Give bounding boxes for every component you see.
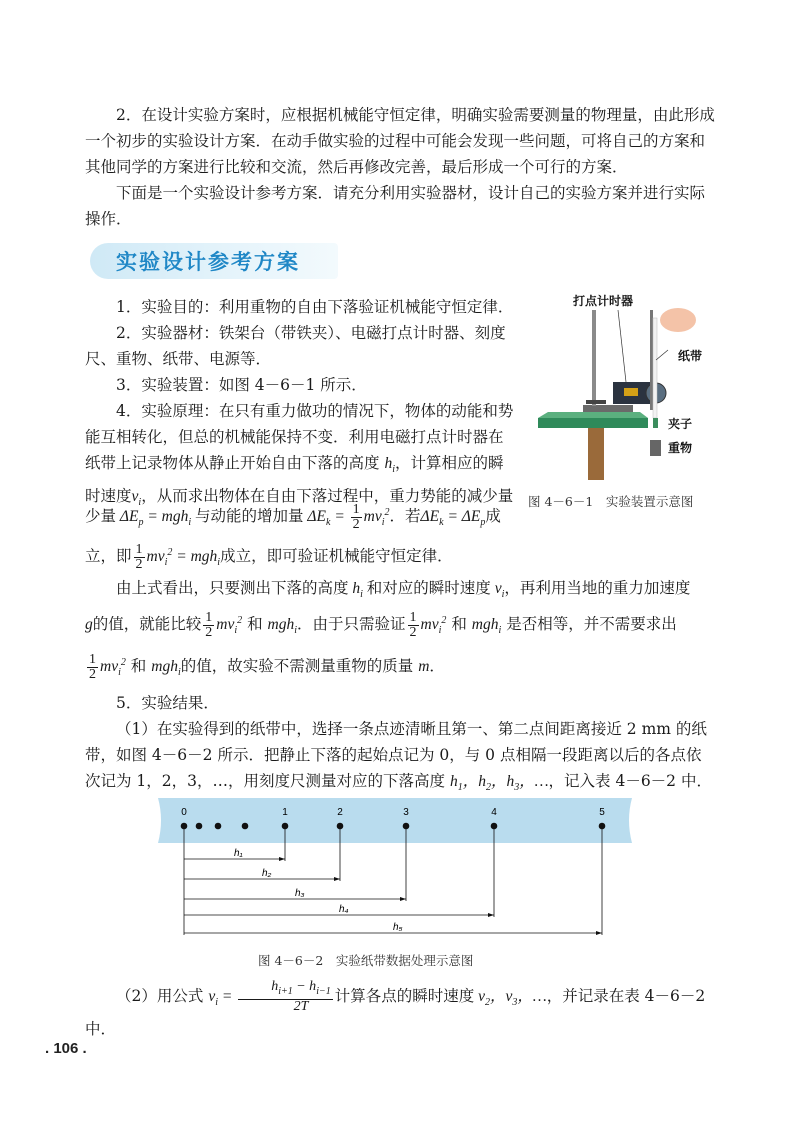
paragraph-reference-intro: 下面是一个实验设计参考方案．请充分利用实验器材，设计自己的实验方案并进行实际操作． <box>85 184 706 228</box>
tape-point <box>337 823 344 830</box>
tape-point <box>196 823 203 830</box>
point-label-3: 3 <box>403 807 409 818</box>
point-label-5: 5 <box>599 807 605 818</box>
paper-tape <box>653 318 657 418</box>
tape-point <box>599 823 606 830</box>
height-label-3: h₃ <box>295 888 305 899</box>
point-label-1: 1 <box>282 807 288 818</box>
result-2: （2）用公式 $v_i$ = $\frac{h_{i+1} - h_{i-1}}{2T}$ 计算各点的瞬时速度 $v_2$，$v_3$，…，并记录在表 4－6－2 中． <box>85 979 706 1038</box>
step-results: 5．实验结果． <box>116 694 219 712</box>
stand-base <box>583 405 633 412</box>
label-timer: 打点计时器 <box>573 294 634 308</box>
tape-point <box>242 823 249 830</box>
table-top <box>538 418 648 428</box>
paragraph-analysis: 由上式看出，只要测出下落的高度 $h_i$ 和对应的瞬时速度 $v_i$，再利用当地的重力加速度 <box>116 579 691 601</box>
height-label-5: h₅ <box>393 922 403 933</box>
stand-rod <box>592 310 596 406</box>
tape-strip <box>158 798 632 843</box>
height-label-1: h₁ <box>234 848 243 859</box>
page-number: . 106 . <box>45 1040 87 1057</box>
point-label-0: 0 <box>181 807 187 818</box>
figure2-caption: 图 4－6－2 实验纸带数据处理示意图 <box>258 953 474 968</box>
section-heading-text: 实验设计参考方案 <box>116 250 300 274</box>
clamp-arm <box>586 400 606 404</box>
tape-point <box>181 823 188 830</box>
height-label-2: h₂ <box>262 868 272 879</box>
paragraph-analysis-3: $\frac{1}{2}$ $mv_i^2$ 和 mgh$_i$的值，故实验不需测量重物的质量 m． <box>89 651 445 682</box>
figure1-caption: 图 4－6－1 实验装置示意图 <box>528 494 694 509</box>
table-post <box>588 428 604 480</box>
step-apparatus: 3．实验装置：如图 4－6－1 所示． <box>116 376 367 394</box>
principle-conclusion: 立，即 $\frac{1}{2}$ $mv_i^2 = mgh_i$成立，即可验证机械能守恒定律． <box>85 541 453 572</box>
point-label-2: 2 <box>337 807 343 818</box>
paragraph-analysis-2: g的值，就能比较 $\frac{1}{2}$ $mv_i^2$ 和 mgh$_i$．由于只需验证 $\frac{1}{2}$ $mv_i^2$ 和 mgh$_i$ 是否相等，并不需要求出 <box>85 609 677 640</box>
weight <box>650 440 661 456</box>
step-principle: 4．实验原理：在只有重力做功的情况下，物体的动能和势能互相转化，但总的机械能保持不变．利用电磁打点计时器在纸带上记录物体从静止开始自由下落的高度 $h_i$，计算相应的瞬时速度$v_i$，从而求出物体在自由下落过程中，重力势能的减少量 <box>85 402 514 509</box>
tape-figure <box>150 793 640 943</box>
hand <box>660 308 696 332</box>
label-weight: 重物 <box>668 441 693 455</box>
step-purpose: 1．实验目的：利用重物的自由下落验证机械能守恒定律． <box>116 298 514 316</box>
step-equipment: 2．实验器材：铁架台（带铁夹）、电磁打点计时器、刻度尺、重物、纸带、电源等． <box>85 324 506 368</box>
label-tape: 纸带 <box>678 349 703 363</box>
result-1: （1）在实验得到的纸带中，选择一条点迹清晰且第一、第二点间距离接近 2 mm 的纸带，如图 4－6－2 所示．把静止下落的起始点记为 0，与 0 点相隔一段距离以后的各点依次记为 1，2，3，…，用刻度尺测量对应的下落高度 $h_1$，$h_2$，$h_3$，…，记入表 4－6－2 中． <box>85 720 712 794</box>
tape-point <box>403 823 410 830</box>
label-clip: 夹子 <box>668 417 693 431</box>
paragraph-design-plan: 2．在设计实验方案时，应根据机械能守恒定律，明确实验需要测量的物理量，由此形成一个初步的实验设计方案．在动手做实验的过程中可能会发现一些问题，可将自己的方案和其他同学的方案进行比较和交流，然后再修改完善，最后形成一个可行的方案． <box>85 106 715 176</box>
apparatus-figure <box>528 290 728 480</box>
table-edge <box>538 412 648 418</box>
tape-point <box>282 823 289 830</box>
point-label-4: 4 <box>491 807 497 818</box>
section-heading <box>90 243 338 279</box>
step-principle-cont: 少量 $\Delta E_p = mgh_i$ 与动能的增加量 $\Delta E_k$ = $\frac{1}{2}$ $mv_i^2$．若$\Delta E_k = \Delta E_p$成 <box>85 501 501 532</box>
height-label-4: h₄ <box>339 904 349 915</box>
tape-point <box>491 823 498 830</box>
tape-point <box>215 823 222 830</box>
